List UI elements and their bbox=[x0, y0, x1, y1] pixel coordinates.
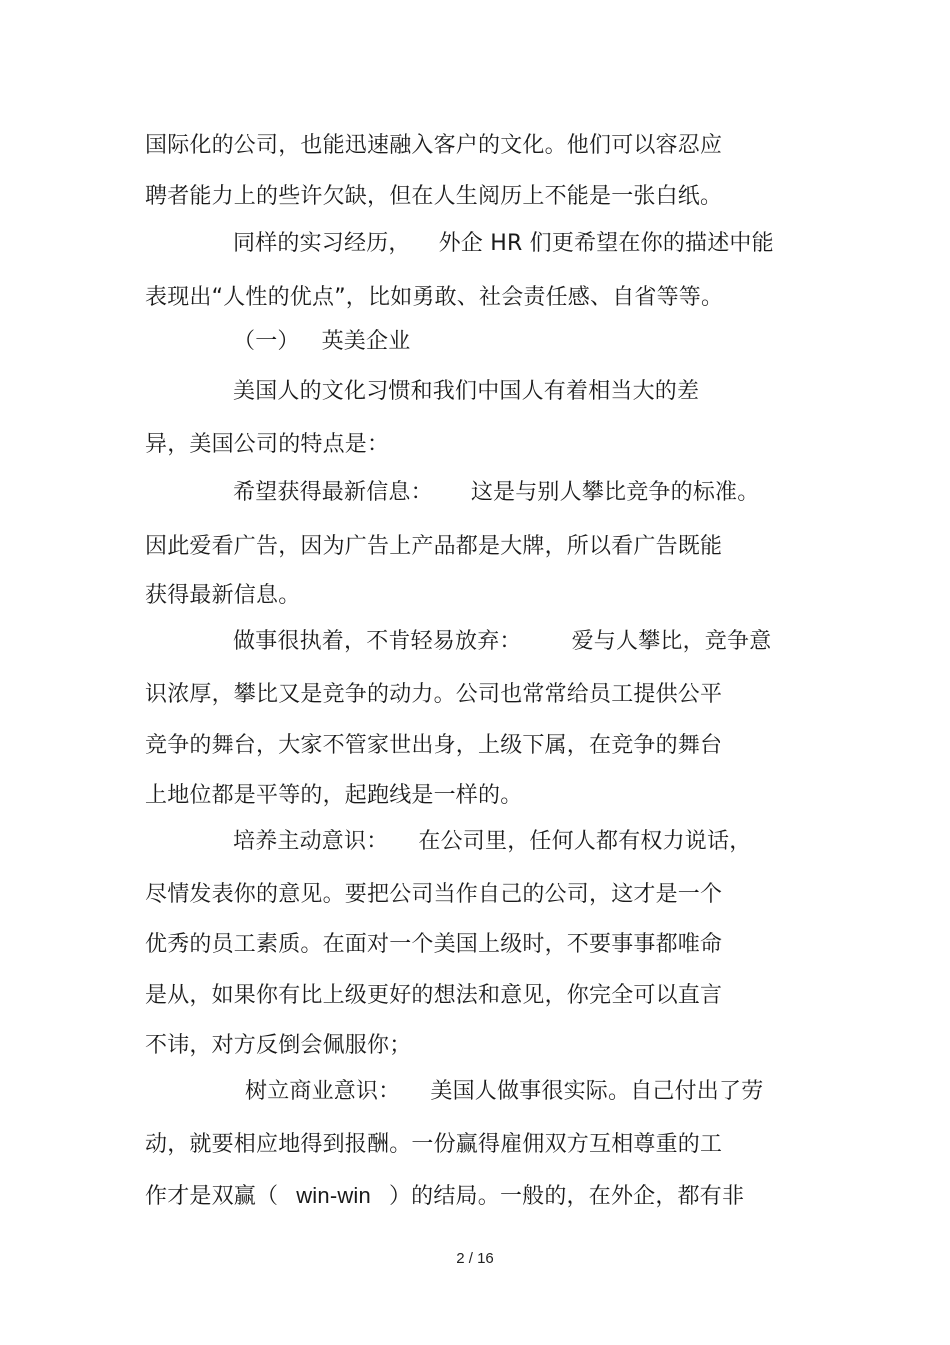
paragraph-line: 异，美国公司的特点是： bbox=[145, 432, 390, 457]
paragraph-line: 竞争的舞台，大家不管家世出身，上级下属，在竞争的舞台 bbox=[145, 733, 723, 758]
item-heading: 希望获得最新信息： bbox=[233, 480, 433, 505]
paragraph-line: 是从，如果你有比上级更好的想法和意见，你完全可以直言 bbox=[145, 983, 723, 1008]
line-segment: 美国人做事很实际。自己付出了劳 bbox=[430, 1079, 764, 1104]
item-heading: 培养主动意识： bbox=[233, 829, 389, 854]
paragraph-line: 识浓厚，攀比又是竞争的动力。公司也常常给员工提供公平 bbox=[145, 682, 723, 707]
paragraph-line bbox=[233, 827, 751, 857]
item-heading: 树立商业意识： bbox=[245, 1079, 401, 1104]
line-segment: 在公司里，任何人都有权力说话， bbox=[418, 829, 752, 854]
paragraph-line: 优秀的员工素质。在面对一个美国上级时，不要事事都唯命 bbox=[145, 932, 723, 957]
paragraph-line bbox=[145, 1181, 744, 1212]
section-number: （一） bbox=[233, 329, 300, 354]
paragraph-line bbox=[233, 627, 771, 657]
paragraph-line: 不讳，对方反倒会佩服你； bbox=[145, 1033, 412, 1058]
paragraph-line bbox=[233, 478, 759, 508]
item-heading: 做事很执着，不肯轻易放弃： bbox=[233, 629, 522, 654]
paragraph-line: 聘者能力上的些许欠缺，但在人生阅历上不能是一张白纸。 bbox=[145, 184, 723, 209]
section-heading bbox=[233, 327, 410, 357]
line-segment: win-win bbox=[296, 1183, 371, 1208]
paragraph-line: 因此爱看广告，因为广告上产品都是大牌，所以看广告既能 bbox=[145, 534, 723, 559]
paragraph-line: 上地位都是平等的，起跑线是一样的。 bbox=[145, 783, 523, 808]
paragraph-line bbox=[245, 1077, 763, 1107]
page-indicator: 2 / 16 bbox=[456, 1250, 494, 1267]
paragraph-line: 动，就要相应地得到报酬。一份赢得雇佣双方互相尊重的工 bbox=[145, 1132, 723, 1157]
line-segment: 爱与人攀比，竞争意 bbox=[571, 629, 772, 654]
line-segment: 作才是双赢（ bbox=[145, 1184, 279, 1209]
line-segment: ）的结局。一般的，在外企，都有非 bbox=[388, 1184, 745, 1209]
paragraph-line bbox=[233, 229, 774, 259]
line-segment: 外企 HR 们更希望在你的描述中能 bbox=[438, 231, 774, 256]
paragraph-line: 国际化的公司，也能迅速融入客户的文化。他们可以容忍应 bbox=[145, 133, 723, 158]
paragraph-line: 获得最新信息。 bbox=[145, 583, 301, 608]
paragraph-line: 美国人的文化习惯和我们中国人有着相当大的差 bbox=[233, 379, 700, 404]
paragraph-line: 尽情发表你的意见。要把公司当作自己的公司，这才是一个 bbox=[145, 882, 723, 907]
line-segment: 同样的实习经历， bbox=[233, 231, 411, 256]
paragraph-line: 表现出“人性的优点”，比如勇敢、社会责任感、自省等等。 bbox=[145, 285, 724, 310]
line-segment: 这是与别人攀比竞争的标准。 bbox=[470, 480, 760, 505]
section-title: 英美企业 bbox=[321, 329, 411, 354]
